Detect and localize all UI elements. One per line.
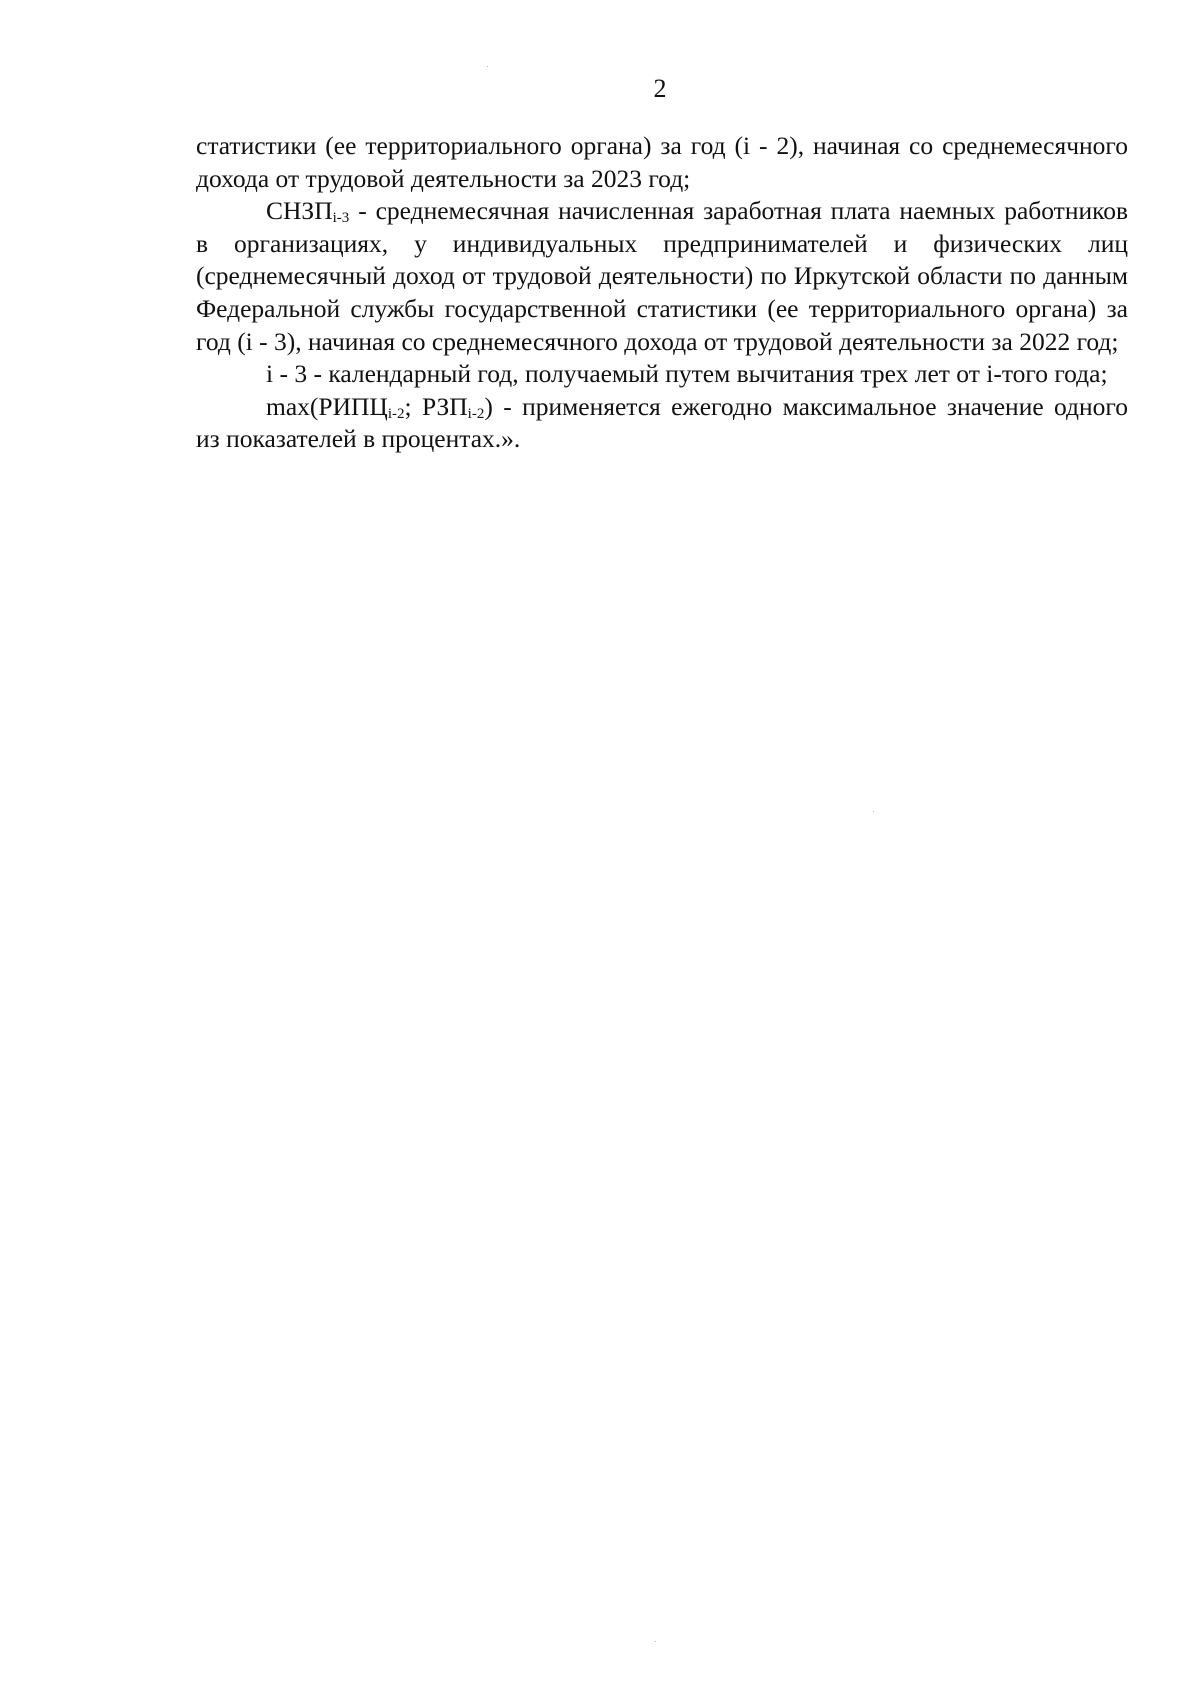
formula-separator: ; РЗП bbox=[404, 391, 468, 421]
paragraph-text: - применяется ежегодно максимальное значение одного из показателей в процентах.». bbox=[196, 391, 1128, 454]
paragraph-year-definition bbox=[196, 358, 1128, 391]
page-number: 2 bbox=[653, 74, 667, 103]
formula-open: max(РИПЦ bbox=[266, 391, 388, 421]
document-body bbox=[196, 130, 1128, 456]
paragraph-max-definition bbox=[196, 391, 1128, 456]
paragraph-text: i - 3 - календарный год, получаемый путем вычитания трех лет от i-того года; bbox=[266, 359, 1108, 389]
scan-speck bbox=[873, 811, 874, 812]
term-snzp: СНЗП bbox=[266, 196, 333, 226]
scan-speck bbox=[655, 1641, 656, 1642]
scan-speck bbox=[487, 66, 488, 67]
formula-close: ) bbox=[484, 391, 493, 421]
paragraph-continuation bbox=[196, 130, 1128, 195]
paragraph-text: статистики (ее территориального органа) за год (i - 2), начиная со среднемесячного дохода от трудовой деятельности за 2023 год; bbox=[196, 131, 1128, 193]
term-subscript: i-3 bbox=[332, 210, 350, 227]
paragraph-snzp-definition bbox=[196, 195, 1128, 358]
paragraph-text: - среднемесячная начисленная заработная плата наемных работников в организациях, у индивидуальных предпринимателей и физических лиц (среднемесячный доход от трудовой деятельности) по Иркутской области по данным Федеральной службы государственной статистики (ее территориального органа) за год (i - 3), начиная со среднемесячного дохода от трудовой деятельности за 2022 год; bbox=[196, 196, 1128, 356]
formula-subscript-1: i-2 bbox=[387, 405, 405, 422]
formula-subscript-2: i-2 bbox=[467, 405, 485, 422]
